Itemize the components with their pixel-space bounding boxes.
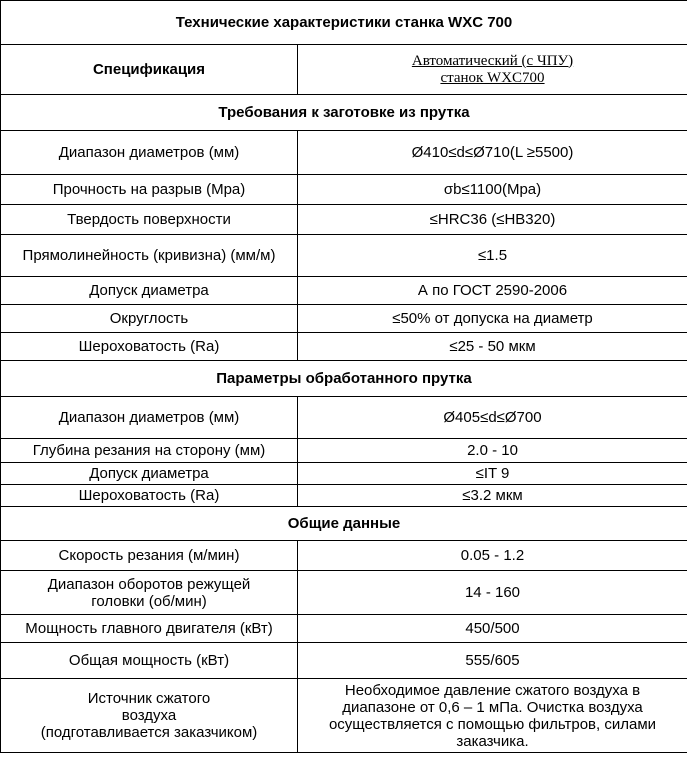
title-row [1,1,687,45]
table-row [1,397,687,439]
table-row [1,175,687,205]
param-cell [1,571,298,615]
section-heading-processed: Параметры обработанного прутка [1,361,687,397]
param-cell: Шероховатость (Ra) [1,485,298,507]
param-cell: Допуск диаметра [1,277,298,305]
model-line-1[interactable]: Автоматический (с ЧПУ) [411,52,574,69]
table-row [1,131,687,175]
table-row [1,463,687,485]
param-cell: Допуск диаметра [1,463,298,485]
param-cell [1,679,298,753]
value-line: осуществляется с помощью фильтров, силами [328,715,657,733]
table-row [1,277,687,305]
section-heading-workpiece: Требования к заготовке из прутка [1,95,687,131]
value-cell: ≤HRC36 (≤HB320) [298,205,687,235]
value-cell: Ø410≤d≤Ø710(L ≥5500) [298,131,687,175]
model-line-2[interactable]: станок WXC700 [440,69,545,86]
param-cell: Скорость резания (м/мин) [1,541,298,571]
value-cell: 450/500 [298,615,687,643]
value-cell: 555/605 [298,643,687,679]
spec-model-cell[interactable] [298,45,687,95]
section-row [1,361,687,397]
param-cell: Глубина резания на сторону (мм) [1,439,298,463]
table-row [1,643,687,679]
table-row [1,541,687,571]
table-title: Технические характеристики станка WXC 700 [1,1,687,45]
value-line: Необходимое давление сжатого воздуха в [344,681,641,699]
spec-header-row [1,45,687,95]
value-cell: Ø405≤d≤Ø700 [298,397,687,439]
param-cell: Мощность главного двигателя (кВт) [1,615,298,643]
param-line: Источник сжатого [87,690,211,707]
table-row [1,235,687,277]
table-row [1,305,687,333]
param-line: (подготавливается заказчиком) [40,724,258,741]
table-row [1,679,687,753]
param-cell: Прямолинейность (кривизна) (мм/м) [1,235,298,277]
table-row [1,333,687,361]
value-line: диапазоне от 0,6 – 1 мПа. Очистка воздуха [342,698,643,716]
section-heading-general: Общие данные [1,507,687,541]
table-row [1,439,687,463]
param-cell: Твердость поверхности [1,205,298,235]
table-row [1,615,687,643]
param-cell: Диапазон диаметров (мм) [1,131,298,175]
section-row [1,95,687,131]
table-row [1,485,687,507]
table-row [1,205,687,235]
param-line: головки (об/мин) [91,592,207,610]
param-line: Диапазон оборотов режущей [47,575,251,593]
param-cell: Общая мощность (кВт) [1,643,298,679]
param-line: воздуха [121,707,177,724]
value-cell [298,679,687,753]
value-cell: 2.0 - 10 [298,439,687,463]
value-cell: А по ГОСТ 2590-2006 [298,277,687,305]
value-cell: ≤25 - 50 мкм [298,333,687,361]
param-cell: Округлость [1,305,298,333]
param-cell: Прочность на разрыв (Mpa) [1,175,298,205]
value-line: заказчика. [456,732,529,750]
value-cell: σb≤1100(Mpa) [298,175,687,205]
value-cell: ≤3.2 мкм [298,485,687,507]
value-cell: ≤1.5 [298,235,687,277]
param-cell: Шероховатость (Ra) [1,333,298,361]
value-cell: ≤50% от допуска на диаметр [298,305,687,333]
spec-header-label: Спецификация [1,45,298,95]
value-cell: ≤IT 9 [298,463,687,485]
value-cell: 0.05 - 1.2 [298,541,687,571]
param-cell: Диапазон диаметров (мм) [1,397,298,439]
value-cell: 14 - 160 [298,571,687,615]
section-row [1,507,687,541]
table-row [1,571,687,615]
